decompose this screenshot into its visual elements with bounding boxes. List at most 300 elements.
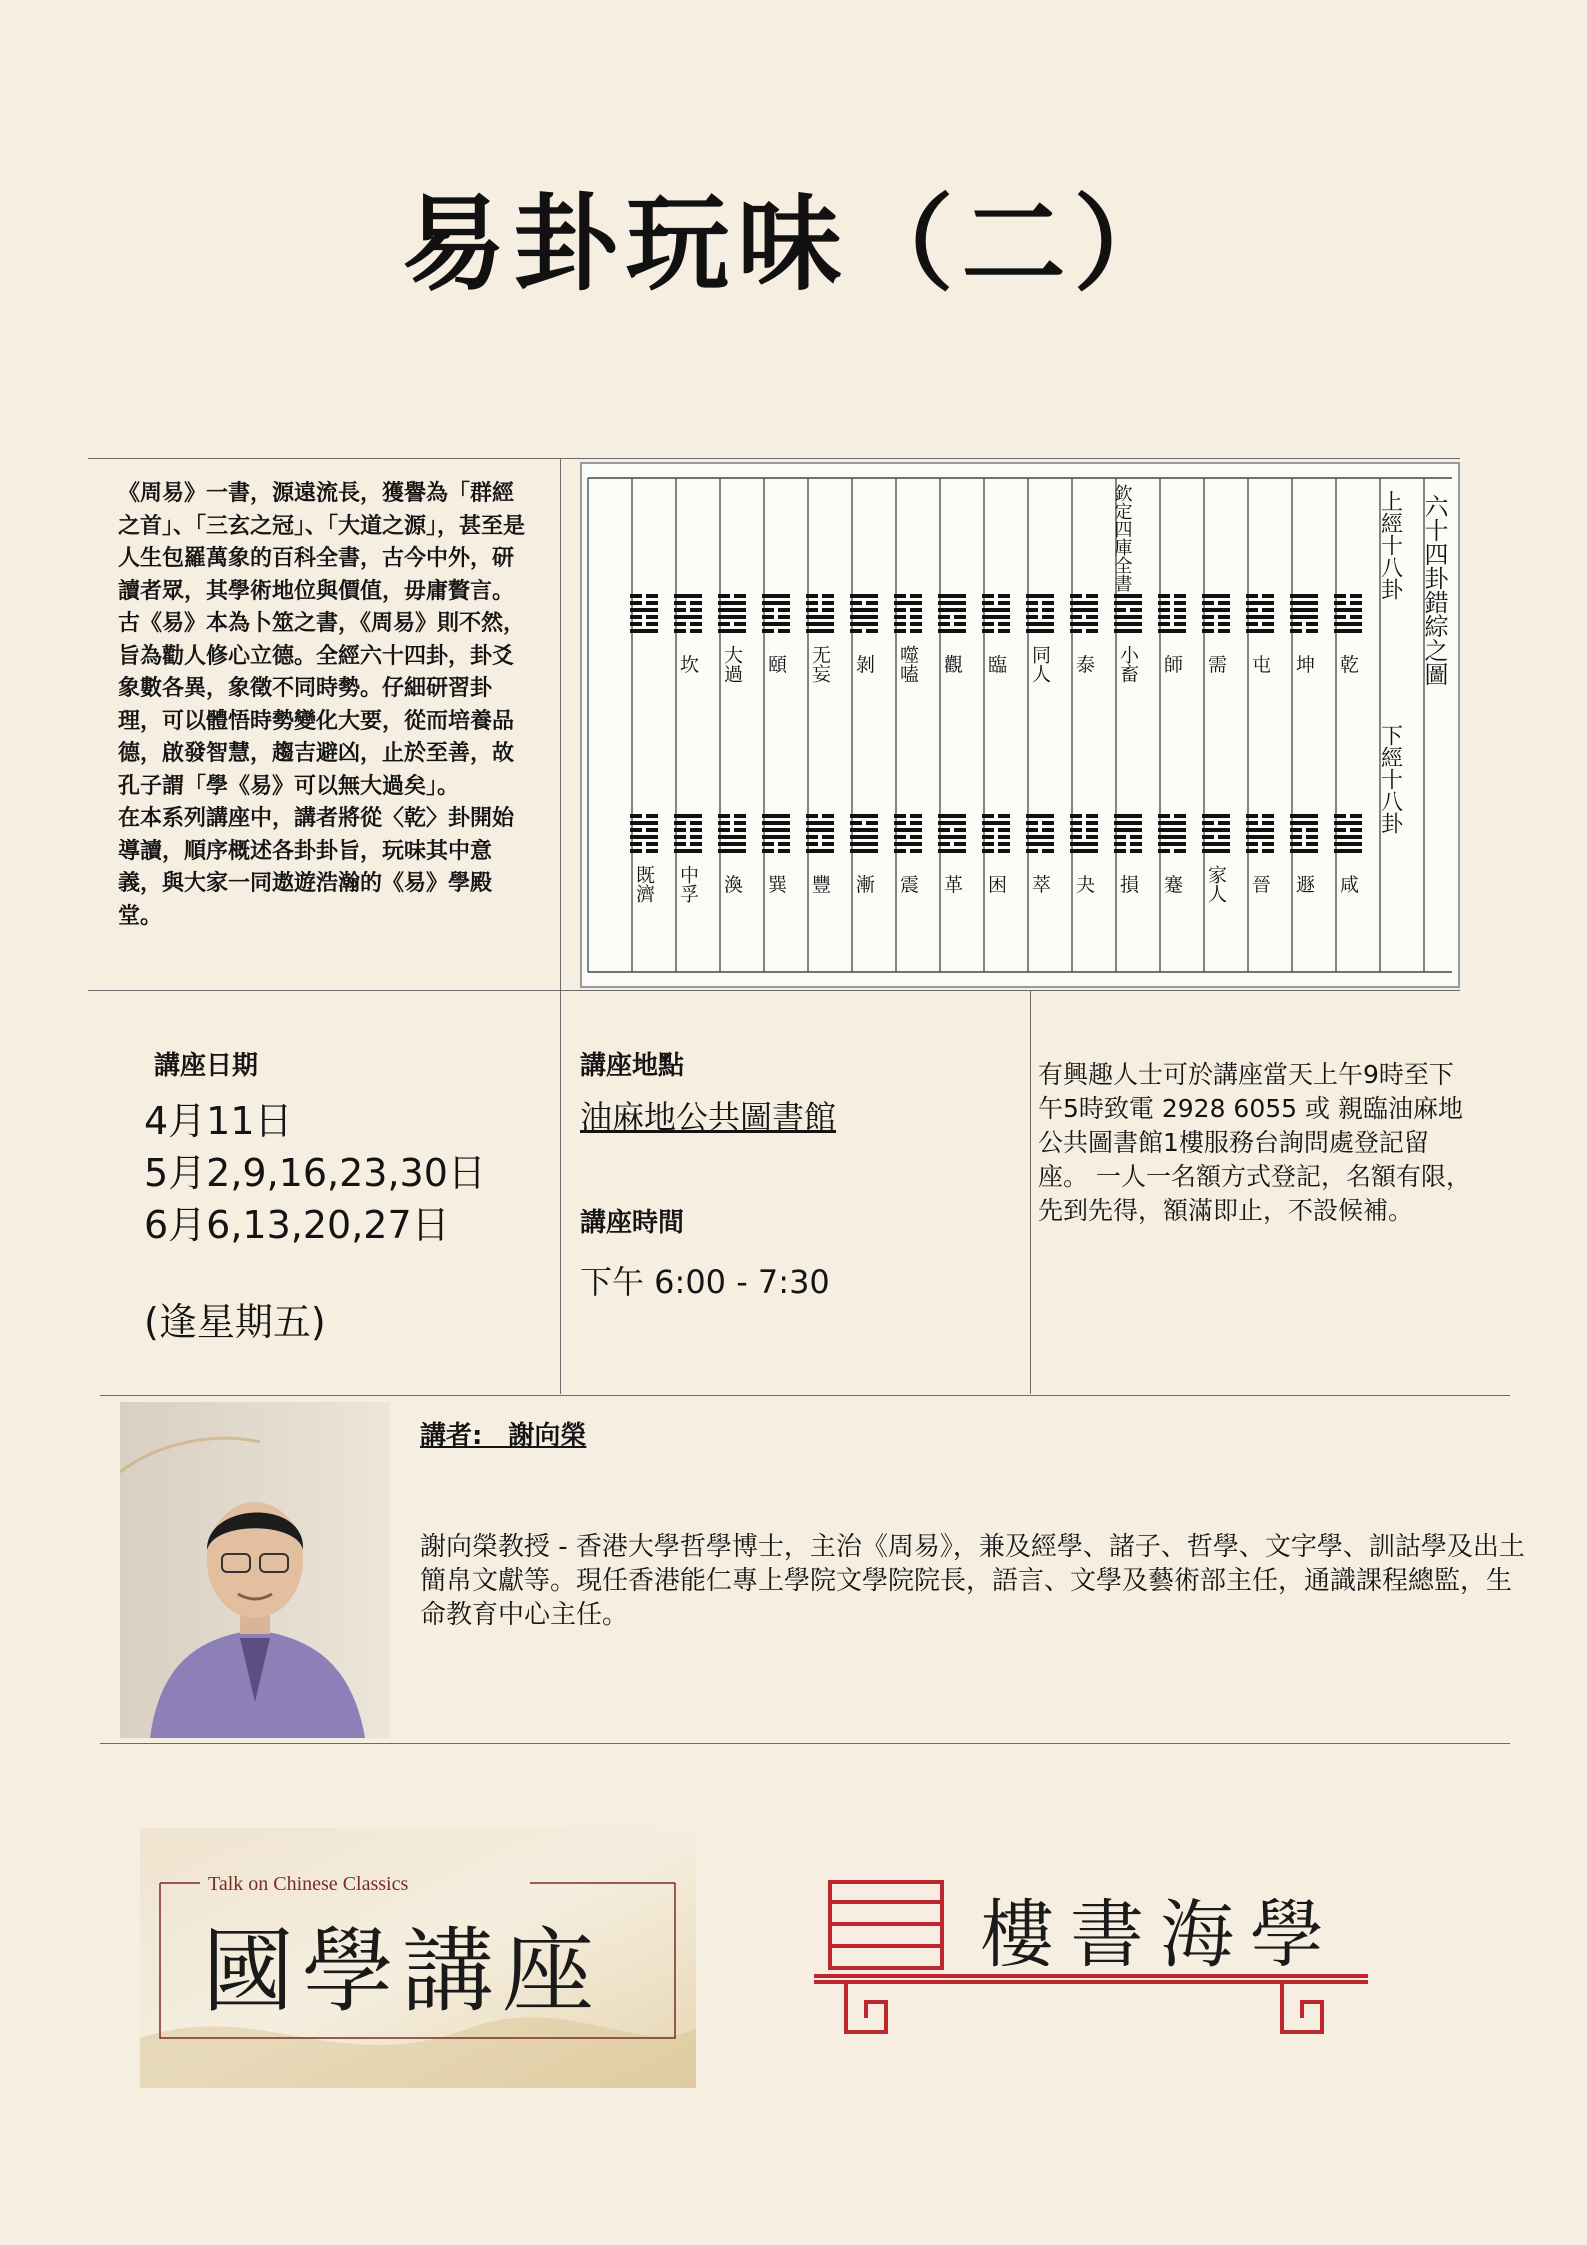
- hexagram-line: [1290, 608, 1318, 612]
- lower-hexagram-name: 遯: [1293, 874, 1315, 894]
- hexagram-line: [850, 601, 862, 605]
- hexagram-line: [1026, 814, 1054, 818]
- hexagram-line: [910, 615, 922, 619]
- hexagram-line: [1306, 842, 1318, 846]
- hexagram-line: [1158, 608, 1170, 612]
- hexagram-line: [1202, 629, 1214, 633]
- hexagram-line: [674, 828, 686, 832]
- hexagram-line: [1262, 814, 1274, 818]
- hexagram-line: [1290, 629, 1302, 633]
- hexagram-line: [822, 835, 834, 839]
- hexagram-line: [1262, 594, 1274, 598]
- hexagram-line: [674, 601, 686, 605]
- hexagram-line: [674, 821, 686, 825]
- upper-hexagram-name: 大過: [721, 645, 743, 683]
- hexagram-line: [1290, 842, 1302, 846]
- hexagram-line: [1026, 594, 1054, 598]
- hexagram-line: [1070, 835, 1082, 839]
- hexagram-line: [1114, 608, 1126, 612]
- scan-margin-label: 欽定四庫全書: [1111, 484, 1133, 592]
- hexagram-line: [690, 842, 702, 846]
- hexagram-line: [1026, 608, 1038, 612]
- hexagram-line: [762, 828, 790, 832]
- hexagram-line: [894, 828, 922, 832]
- scan-background: [582, 464, 1458, 986]
- hexagram-line: [1202, 821, 1214, 825]
- upper-hexagram-name: 坎: [677, 654, 699, 674]
- divider: [100, 1743, 1510, 1744]
- hexagram-line: [1130, 842, 1142, 846]
- hexagram-line: [1042, 601, 1054, 605]
- hexagram-line: [806, 835, 818, 839]
- hexagram-line: [850, 622, 878, 626]
- hexagram-line: [910, 622, 922, 626]
- hexagram-line: [1114, 622, 1142, 626]
- lower-hexagram-name: 萃: [1029, 874, 1051, 894]
- hexagram-line: [1306, 828, 1318, 832]
- hexagram-line: [806, 629, 834, 633]
- hexagram-line: [1086, 828, 1098, 832]
- hexagram-line: [998, 814, 1010, 818]
- hexagram-line: [690, 622, 702, 626]
- hexagram-line: [1246, 594, 1258, 598]
- hexagram-line: [646, 842, 658, 846]
- hexagram-line: [1218, 835, 1230, 839]
- scan-lower-label: 下經十八卦: [1377, 724, 1403, 834]
- hexagram-line: [938, 835, 966, 839]
- date-label: 講座日期: [154, 1051, 259, 1081]
- hexagram-line: [954, 842, 966, 846]
- hexagram-line: [646, 615, 658, 619]
- lower-hexagram-name: 中孚: [677, 865, 699, 903]
- hexagram-line: [910, 608, 922, 612]
- hexagram-line: [1114, 594, 1142, 598]
- hexagram-line: [1246, 842, 1258, 846]
- hexagram-line: [646, 601, 658, 605]
- hexagram-line: [778, 842, 790, 846]
- hexagram-line: [1070, 622, 1098, 626]
- hexagram-line: [894, 821, 906, 825]
- hexagram-line: [1334, 814, 1346, 818]
- lower-hexagram-name: 巽: [765, 874, 787, 894]
- lower-hexagram-name: 蹇: [1161, 874, 1183, 894]
- hexagram-line: [1306, 622, 1318, 626]
- hexagram-line: [1218, 615, 1230, 619]
- hexagram-line: [982, 622, 994, 626]
- date-line: 4月11日: [144, 1099, 293, 1143]
- intro-text: [118, 478, 533, 933]
- lower-hexagram-name: 晉: [1249, 874, 1271, 894]
- hexagram-line: [1350, 601, 1362, 605]
- hexagram-line: [1290, 814, 1318, 818]
- hexagram-line: [1262, 821, 1274, 825]
- library-logo-text: 樓書海學: [980, 1892, 1340, 1978]
- series-english-title: Talk on Chinese Classics: [208, 1873, 409, 1895]
- hexagram-line: [982, 594, 994, 598]
- hexagram-line: [718, 814, 730, 818]
- date-line: 5月2,9,16,23,30日: [144, 1151, 486, 1195]
- hexagram-line: [982, 821, 1010, 825]
- hexagram-line: [1246, 828, 1274, 832]
- hexagram-line: [690, 601, 702, 605]
- hexagram-line: [938, 842, 950, 846]
- hexagram-line: [1158, 594, 1170, 598]
- hexagram-line: [938, 849, 966, 853]
- hexagram-line: [894, 622, 906, 626]
- venue-link[interactable]: 油麻地公共圖書館: [580, 1098, 837, 1136]
- lower-hexagram-name: 夬: [1073, 874, 1095, 894]
- hexagram-line: [1026, 821, 1038, 825]
- hexagram-line: [630, 629, 658, 633]
- hexagram-line: [1290, 615, 1318, 619]
- lower-hexagram-name: 既濟: [633, 865, 655, 903]
- hexagram-line: [630, 814, 642, 818]
- hexagram-line: [1086, 615, 1098, 619]
- intro-paragraph: 在本系列講座中，講者將從〈乾〉卦開始導讀，順序概述各卦卦旨，玩味其中意義，與大家一同遨遊浩瀚的《易》學殿堂。: [118, 806, 515, 929]
- hexagram-line: [1334, 849, 1362, 853]
- upper-hexagram-name: 需: [1205, 654, 1227, 674]
- hexagram-line: [894, 835, 906, 839]
- hexagram-line: [734, 814, 746, 818]
- hexagram-line: [1026, 601, 1038, 605]
- hexagram-line: [1114, 601, 1142, 605]
- registration-info: 有興趣人士可於講座當天上午9時至下午5時致電 2928 6055 或 親臨油麻地公共圖書館1樓服務台詢問處登記留座。 一人一名額方式登記，名額有限，先到先得，額滿即止，不設候補。: [1038, 1060, 1471, 1225]
- hexagram-line: [718, 828, 730, 832]
- hexagram-line: [910, 835, 922, 839]
- speaker-bio: 謝向榮教授 - 香港大學哲學博士，主治《周易》，兼及經學、諸子、哲學、文字學、訓詁學及出土簡帛文獻等。現任香港能仁專上學院文學院院長，語言、文學及藝術部主任，通識課程總監，生命教育中心主任。: [420, 1532, 1525, 1630]
- hexagram-line: [1114, 615, 1142, 619]
- hexagram-line: [998, 842, 1010, 846]
- hexagram-line: [998, 835, 1010, 839]
- hexagram-line: [806, 615, 834, 619]
- hexagram-line: [894, 608, 906, 612]
- hexagram-line: [1246, 629, 1274, 633]
- hexagram-line: [822, 594, 834, 598]
- hexagram-line: [850, 594, 878, 598]
- hexagram-line: [1218, 601, 1230, 605]
- upper-hexagram-name: 觀: [941, 654, 963, 674]
- hexagram-line: [630, 821, 658, 825]
- divider: [560, 990, 561, 1394]
- hexagram-line: [690, 629, 702, 633]
- hexagram-line: [894, 615, 906, 619]
- hexagram-line: [1246, 622, 1258, 626]
- hexagram-line: [1158, 622, 1170, 626]
- hexagram-line: [1202, 622, 1214, 626]
- hexagram-line: [1158, 835, 1186, 839]
- hexagram-line: [850, 814, 878, 818]
- hexagram-line: [822, 842, 834, 846]
- hexagram-line: [806, 622, 834, 626]
- scan-upper-label: 上經十八卦: [1377, 490, 1403, 600]
- hexagram-line: [1070, 608, 1098, 612]
- upper-hexagram-name: 頤: [765, 654, 787, 674]
- hexagram-line: [1334, 629, 1362, 633]
- hexagram-line: [718, 608, 746, 612]
- hexagram-line: [762, 601, 790, 605]
- hexagram-chart-image: [580, 462, 1460, 988]
- hexagram-line: [982, 601, 994, 605]
- hexagram-line: [806, 828, 834, 832]
- hexagram-line: [938, 615, 950, 619]
- hexagram-line: [1158, 615, 1170, 619]
- hexagram-line: [1246, 835, 1274, 839]
- hexagram-line: [1262, 842, 1274, 846]
- hexagram-line: [998, 828, 1010, 832]
- hexagram-chart-drawing: [582, 464, 1458, 986]
- lower-hexagram-name: 咸: [1337, 874, 1359, 894]
- upper-hexagram-name: 无妄: [809, 645, 831, 683]
- hexagram-line: [762, 814, 790, 818]
- upper-hexagram-name: 坤: [1293, 654, 1315, 674]
- time-value: 下午 6:00 - 7:30: [580, 1263, 830, 1301]
- hexagram-line: [866, 821, 878, 825]
- hexagram-line: [762, 594, 790, 598]
- hexagram-line: [938, 629, 966, 633]
- hexagram-line: [630, 622, 642, 626]
- hexagram-line: [690, 828, 702, 832]
- hexagram-line: [718, 601, 746, 605]
- talk-series-logo: [140, 1828, 696, 2088]
- lower-hexagram-name: 渙: [721, 874, 743, 894]
- hexagram-line: [938, 594, 966, 598]
- hexagram-line: [630, 828, 642, 832]
- hexagram-line: [1202, 835, 1214, 839]
- hexagram-line: [1262, 622, 1274, 626]
- hexagram-line: [646, 849, 658, 853]
- hexagram-line: [1042, 608, 1054, 612]
- hexagram-line: [1158, 828, 1186, 832]
- hexagram-line: [822, 601, 834, 605]
- hexagram-line: [1158, 629, 1186, 633]
- hexagram-line: [1334, 821, 1362, 825]
- hexagram-line: [806, 608, 818, 612]
- hexagram-line: [674, 622, 686, 626]
- hexagram-line: [910, 814, 922, 818]
- hexagram-line: [1334, 608, 1362, 612]
- hexagram-line: [1334, 594, 1346, 598]
- hexagram-line: [674, 629, 686, 633]
- hexagram-line: [1070, 629, 1082, 633]
- hexagram-line: [822, 814, 834, 818]
- hexagram-line: [1218, 622, 1230, 626]
- hexagram-line: [998, 629, 1010, 633]
- hexagram-line: [1070, 615, 1082, 619]
- upper-hexagram-name: 泰: [1073, 654, 1095, 674]
- hexagram-line: [1086, 629, 1098, 633]
- hexagram-line: [630, 835, 658, 839]
- divider: [88, 458, 1460, 459]
- hexagram-line: [1202, 615, 1214, 619]
- hexagram-line: [982, 842, 994, 846]
- hexagram-line: [1070, 601, 1098, 605]
- hexagram-line: [1290, 821, 1318, 825]
- hexagram-line: [674, 615, 702, 619]
- hexagram-line: [982, 828, 994, 832]
- lower-hexagram-name: 損: [1117, 874, 1139, 894]
- hexagram-line: [894, 594, 906, 598]
- hexagram-line: [762, 629, 774, 633]
- hexagram-line: [1042, 615, 1054, 619]
- hexagram-line: [1290, 828, 1302, 832]
- lower-hexagram-name: 困: [985, 874, 1007, 894]
- hexagram-line: [998, 622, 1010, 626]
- hexagram-line: [674, 842, 686, 846]
- hexagram-line: [762, 608, 774, 612]
- hexagram-line: [1026, 622, 1054, 626]
- hexagram-line: [806, 821, 834, 825]
- hexagram-line: [1114, 828, 1142, 832]
- library-logo: [812, 1872, 1378, 2056]
- hexagram-line: [1026, 615, 1038, 619]
- hexagram-line: [1202, 594, 1230, 598]
- hexagram-line: [1334, 601, 1346, 605]
- hexagram-line: [998, 601, 1010, 605]
- hexagram-line: [910, 629, 922, 633]
- upper-hexagram-name: 同人: [1029, 645, 1051, 683]
- hexagram-line: [998, 849, 1010, 853]
- hexagram-line: [734, 622, 746, 626]
- hexagram-line: [982, 608, 1010, 612]
- hexagram-line: [1070, 594, 1082, 598]
- hexagram-line: [1042, 821, 1054, 825]
- hexagram-line: [1306, 629, 1318, 633]
- hexagram-line: [866, 601, 878, 605]
- hexagram-line: [1174, 615, 1186, 619]
- hexagram-line: [1290, 622, 1302, 626]
- hexagram-line: [1306, 835, 1318, 839]
- hexagram-line: [690, 835, 702, 839]
- hexagram-line: [718, 842, 746, 846]
- hexagram-line: [674, 849, 702, 853]
- hexagram-line: [850, 629, 862, 633]
- lower-hexagram-name: 震: [897, 874, 919, 894]
- hexagram-line: [630, 594, 642, 598]
- time-label: 講座時間: [580, 1208, 685, 1238]
- hexagram-line: [1158, 842, 1186, 846]
- divider: [1030, 990, 1031, 1394]
- hexagram-line: [850, 608, 878, 612]
- hexagram-line: [734, 594, 746, 598]
- hexagram-line: [822, 608, 834, 612]
- hexagram-line: [1026, 629, 1054, 633]
- hexagram-line: [938, 608, 966, 612]
- hexagram-line: [690, 608, 702, 612]
- hexagram-line: [938, 814, 966, 818]
- hexagram-line: [646, 828, 658, 832]
- lower-hexagram-name: 豐: [809, 874, 831, 894]
- hexagram-line: [1114, 835, 1126, 839]
- hexagram-line: [1114, 849, 1126, 853]
- hexagram-line: [1350, 814, 1362, 818]
- hexagram-line: [1334, 842, 1362, 846]
- hexagram-line: [778, 849, 790, 853]
- hexagram-line: [1158, 821, 1186, 825]
- hexagram-line: [1042, 828, 1054, 832]
- hexagram-line: [762, 821, 790, 825]
- hexagram-line: [938, 601, 966, 605]
- hexagram-line: [1086, 835, 1098, 839]
- hexagram-line: [894, 842, 922, 846]
- hexagram-line: [646, 594, 658, 598]
- hexagram-line: [762, 615, 774, 619]
- hexagram-line: [1290, 601, 1318, 605]
- hexagram-line: [1334, 615, 1346, 619]
- hexagram-line: [1026, 835, 1054, 839]
- hexagram-line: [850, 849, 878, 853]
- hexagram-line: [1158, 814, 1170, 818]
- hexagram-line: [674, 608, 686, 612]
- hexagram-line: [1202, 601, 1214, 605]
- hexagram-line: [938, 821, 966, 825]
- hexagram-line: [938, 622, 950, 626]
- hexagram-line: [1350, 828, 1362, 832]
- hexagram-line: [734, 828, 746, 832]
- date-note: (逢星期五): [144, 1300, 326, 1344]
- hexagram-line: [1202, 828, 1230, 832]
- hexagram-line: [1026, 842, 1054, 846]
- hexagram-line: [718, 821, 730, 825]
- hexagram-line: [1114, 842, 1126, 846]
- hexagram-line: [1350, 615, 1362, 619]
- hexagram-line: [1026, 849, 1038, 853]
- hexagram-line: [1290, 835, 1302, 839]
- speaker-name: 講者: 謝向榮: [420, 1421, 587, 1451]
- hexagram-line: [1246, 608, 1258, 612]
- hexagram-line: [1086, 594, 1098, 598]
- hexagram-line: [778, 615, 790, 619]
- hexagram-line: [1174, 849, 1186, 853]
- hexagram-line: [1070, 821, 1082, 825]
- hexagram-line: [1130, 849, 1142, 853]
- hexagram-line: [982, 849, 994, 853]
- hexagram-line: [718, 835, 746, 839]
- divider: [88, 990, 1460, 991]
- hexagram-line: [762, 835, 790, 839]
- hexagram-line: [910, 821, 922, 825]
- hexagram-line: [1202, 842, 1230, 846]
- hexagram-line: [1290, 849, 1318, 853]
- hexagram-line: [1158, 601, 1170, 605]
- hexagram-line: [1026, 828, 1038, 832]
- hexagram-line: [1174, 594, 1186, 598]
- speaker-photo: [120, 1402, 390, 1738]
- hexagram-line: [982, 629, 994, 633]
- hexagram-line: [1086, 814, 1098, 818]
- lower-hexagram-name: 革: [941, 874, 963, 894]
- hexagram-line: [778, 608, 790, 612]
- venue-label: 講座地點: [580, 1051, 685, 1081]
- hexagram-line: [1070, 849, 1098, 853]
- hexagram-line: [1114, 821, 1142, 825]
- hexagram-line: [1202, 608, 1230, 612]
- hexagram-line: [938, 828, 950, 832]
- hexagram-line: [1246, 615, 1274, 619]
- hexagram-line: [1174, 608, 1186, 612]
- upper-hexagram-name: 師: [1161, 654, 1183, 674]
- hexagram-line: [1262, 608, 1274, 612]
- hexagram-line: [1202, 814, 1230, 818]
- hexagram-line: [1262, 849, 1274, 853]
- hexagram-line: [1086, 821, 1098, 825]
- hexagram-line: [954, 828, 966, 832]
- hexagram-line: [630, 842, 642, 846]
- hexagram-line: [806, 601, 818, 605]
- upper-hexagram-name: 屯: [1249, 654, 1271, 674]
- hexagram-line: [1070, 828, 1082, 832]
- hexagram-line: [1290, 594, 1318, 598]
- hexagram-line: [850, 615, 878, 619]
